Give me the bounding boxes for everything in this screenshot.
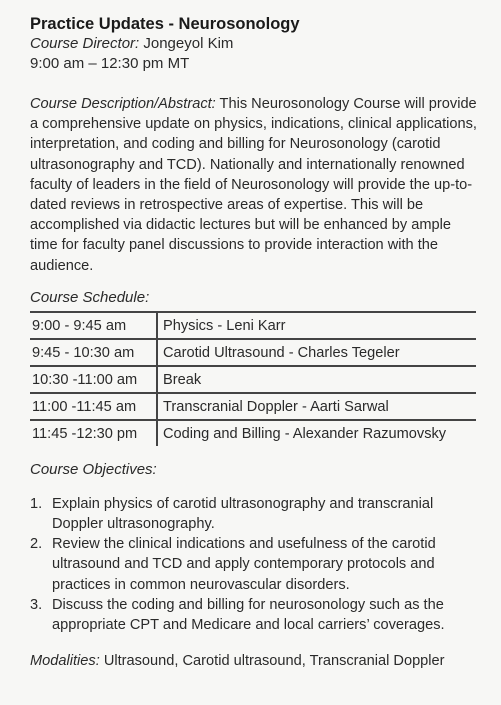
modalities xyxy=(30,651,477,671)
table-row xyxy=(30,339,476,366)
description-label: Course Description/Abstract: xyxy=(30,96,216,112)
objectives-list xyxy=(30,494,477,635)
director-name: Jongeyol Kim xyxy=(143,35,234,52)
objective-number: 1. xyxy=(30,495,43,512)
schedule-time: 10:30 -11:00 am xyxy=(30,366,157,393)
course-description xyxy=(30,94,477,276)
table-row xyxy=(30,420,476,446)
schedule-session: Coding and Billing - Alexander Razumovsky xyxy=(163,425,447,442)
table-row xyxy=(30,366,476,393)
modalities-text: Ultrasound, Carotid ultrasound, Transcranial Doppler xyxy=(103,653,445,670)
table-row xyxy=(30,312,476,339)
course-time: 9:00 am – 12:30 pm MT xyxy=(30,55,190,72)
description-text: This Neurosonology Course will provide a comprehensive update on physics, indications, clinical applications, interpretation, and coding and billing for Neurosonology (carotid ultrasonography and TCD). Nationally and internationally renowned faculty of leaders in the field of Neurosonology will provide the up-to-dated reviews in retrospective areas of expertise. This will be accomplished via didactic lectures but will be enhanced by ample time for faculty panel discussions to provide interaction with the audience. xyxy=(30,96,477,274)
course-director xyxy=(30,34,477,54)
modalities-label: Modalities: xyxy=(30,653,100,670)
schedule-time: 9:45 - 10:30 am xyxy=(30,339,157,366)
schedule-session: Physics - Leni Karr xyxy=(163,317,286,334)
objective-number: 3. xyxy=(30,596,43,613)
schedule-label: Course Schedule: xyxy=(30,288,150,306)
course-title: Practice Updates - Neurosonology xyxy=(30,15,300,33)
table-row xyxy=(30,393,476,420)
objectives-label: Course Objectives: xyxy=(30,460,157,478)
schedule-time: 11:00 -11:45 am xyxy=(30,393,157,420)
list-item xyxy=(30,534,477,595)
objective-text: Explain physics of carotid ultrasonography and transcranial Doppler ultrasonography. xyxy=(52,495,434,533)
objective-text: Discuss the coding and billing for neurosonology such as the appropriate CPT and Medicare and local carriers’ coverages. xyxy=(52,596,445,634)
objective-number: 2. xyxy=(30,536,43,553)
schedule-time: 11:45 -12:30 pm xyxy=(30,420,157,446)
list-item xyxy=(30,494,477,534)
schedule-session: Transcranial Doppler - Aarti Sarwal xyxy=(163,398,389,415)
list-item xyxy=(30,595,477,635)
schedule-table xyxy=(30,311,476,446)
schedule-session: Break xyxy=(163,371,202,388)
objective-text: Review the clinical indications and usefulness of the carotid ultrasound and TCD and apply contemporary protocols and practices in common neurovascular disorders. xyxy=(52,536,436,593)
schedule-session: Carotid Ultrasound - Charles Tegeler xyxy=(163,344,400,361)
director-label: Course Director: xyxy=(30,35,140,52)
schedule-time: 9:00 - 9:45 am xyxy=(30,312,157,339)
